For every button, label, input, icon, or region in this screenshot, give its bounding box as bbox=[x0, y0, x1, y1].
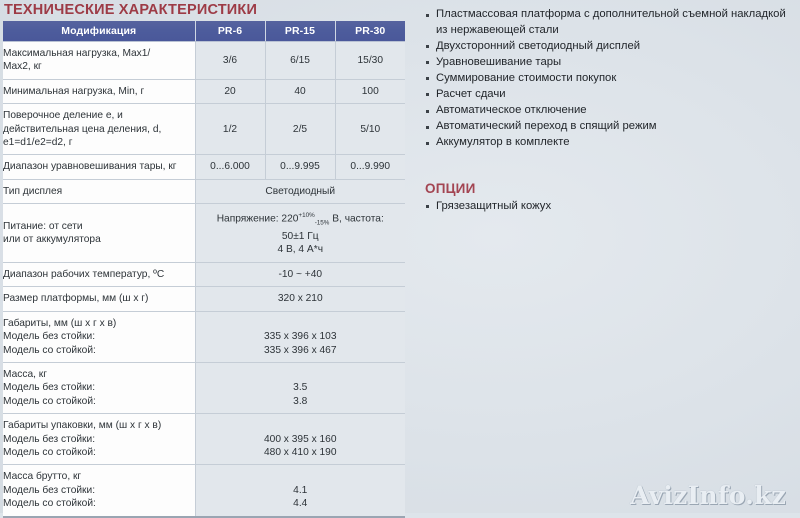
frequency-line: 50±1 Гц bbox=[281, 231, 319, 243]
voltage-prefix: Напряжение: 220 bbox=[216, 213, 299, 225]
voltage-suffix: В, частота: bbox=[329, 213, 384, 225]
row-value: 20 bbox=[195, 79, 265, 103]
table-row bbox=[3, 414, 405, 465]
row-label: Диапазон уравновешивания тары, кг bbox=[3, 155, 195, 179]
table-row bbox=[3, 79, 405, 103]
column-header-pr6: PR-6 bbox=[195, 21, 265, 42]
row-value-power bbox=[195, 204, 405, 263]
feature-item: Двухсторонний светодиодный дисплей bbox=[425, 39, 791, 55]
option-item: Грязезащитный кожух bbox=[425, 199, 791, 215]
row-value: 3/6 bbox=[195, 42, 265, 80]
feature-item: Автоматический переход в спящий режим bbox=[425, 119, 791, 135]
voltage-line bbox=[196, 209, 406, 230]
battery-line: 4 В, 4 А*ч bbox=[277, 244, 323, 256]
row-label: Минимальная нагрузка, Min, г bbox=[3, 79, 195, 103]
row-label: Масса брутто, кг Модель без стойки: Модель со стойкой: bbox=[3, 465, 195, 517]
row-label: Питание: от сети или от аккумулятора bbox=[3, 204, 195, 263]
table-row bbox=[3, 465, 405, 517]
row-value-merged: Светодиодный bbox=[195, 179, 405, 203]
row-value: 5/10 bbox=[335, 104, 405, 155]
table-row bbox=[3, 179, 405, 203]
feature-item: Пластмассовая платформа с дополнительной съемной накладкой из нержавеющей стали bbox=[425, 7, 791, 38]
row-label: Масса, кг Модель без стойки: Модель со стойкой: bbox=[3, 362, 195, 413]
feature-item: Автоматическое отключение bbox=[425, 103, 791, 119]
row-value-merged: 4.1 4.4 bbox=[195, 465, 405, 517]
feature-item: Аккумулятор в комплекте bbox=[425, 135, 791, 151]
watermark: AvizInfo.kz bbox=[630, 481, 786, 510]
feature-item: Расчет сдачи bbox=[425, 87, 791, 103]
row-value: 15/30 bbox=[335, 42, 405, 80]
row-value-merged: 400 x 395 x 160 480 x 410 x 190 bbox=[195, 414, 405, 465]
table-row bbox=[3, 155, 405, 179]
row-value: 2/5 bbox=[265, 104, 335, 155]
row-value: 100 bbox=[335, 79, 405, 103]
row-value: 0...9.995 bbox=[265, 155, 335, 179]
row-value: 0...6.000 bbox=[195, 155, 265, 179]
table-header-row bbox=[3, 21, 405, 42]
row-value-merged: 335 x 396 x 103 335 x 396 x 467 bbox=[195, 311, 405, 362]
table-row bbox=[3, 204, 405, 263]
row-label: Поверочное деление e, и действительная цена деления, d, e1=d1/e2=d2, г bbox=[3, 104, 195, 155]
column-header-modification: Модификация bbox=[3, 21, 195, 42]
table-row bbox=[3, 104, 405, 155]
feature-item: Суммирование стоимости покупок bbox=[425, 71, 791, 87]
row-value: 40 bbox=[265, 79, 335, 103]
specifications-table bbox=[3, 21, 405, 518]
features-column bbox=[425, 7, 791, 214]
options-list bbox=[425, 199, 791, 215]
table-row bbox=[3, 42, 405, 80]
voltage-tolerance-lower: -15% bbox=[314, 219, 330, 227]
row-label: Габариты упаковки, мм (ш х г х в) Модель без стойки: Модель со стойкой: bbox=[3, 414, 195, 465]
row-value-merged: 320 х 210 bbox=[195, 287, 405, 311]
row-label: Максимальная нагрузка, Max1/ Max2, кг bbox=[3, 42, 195, 80]
row-value-merged: -10 ~ +40 bbox=[195, 262, 405, 286]
row-value: 6/15 bbox=[265, 42, 335, 80]
row-value: 1/2 bbox=[195, 104, 265, 155]
table-row bbox=[3, 311, 405, 362]
table-row bbox=[3, 287, 405, 311]
row-label: Габариты, мм (ш х г х в) Модель без стойки: Модель со стойкой: bbox=[3, 311, 195, 362]
page-title: ТЕХНИЧЕСКИЕ ХАРАКТЕРИСТИКИ bbox=[4, 2, 258, 18]
row-label: Размер платформы, мм (ш х г) bbox=[3, 287, 195, 311]
table-header bbox=[3, 21, 405, 42]
features-list bbox=[425, 7, 791, 151]
table-row bbox=[3, 362, 405, 413]
column-header-pr30: PR-30 bbox=[335, 21, 405, 42]
row-value: 0...9.990 bbox=[335, 155, 405, 179]
options-title: ОПЦИИ bbox=[425, 180, 476, 196]
voltage-tolerance-upper: +10% bbox=[298, 212, 315, 220]
table-body bbox=[3, 42, 405, 517]
table-row bbox=[3, 262, 405, 286]
feature-item: Уравновешивание тары bbox=[425, 55, 791, 71]
row-label: Диапазон рабочих температур, ºC bbox=[3, 262, 195, 286]
row-value-merged: 3.5 3.8 bbox=[195, 362, 405, 413]
row-label: Тип дисплея bbox=[3, 179, 195, 203]
column-header-pr15: PR-15 bbox=[265, 21, 335, 42]
